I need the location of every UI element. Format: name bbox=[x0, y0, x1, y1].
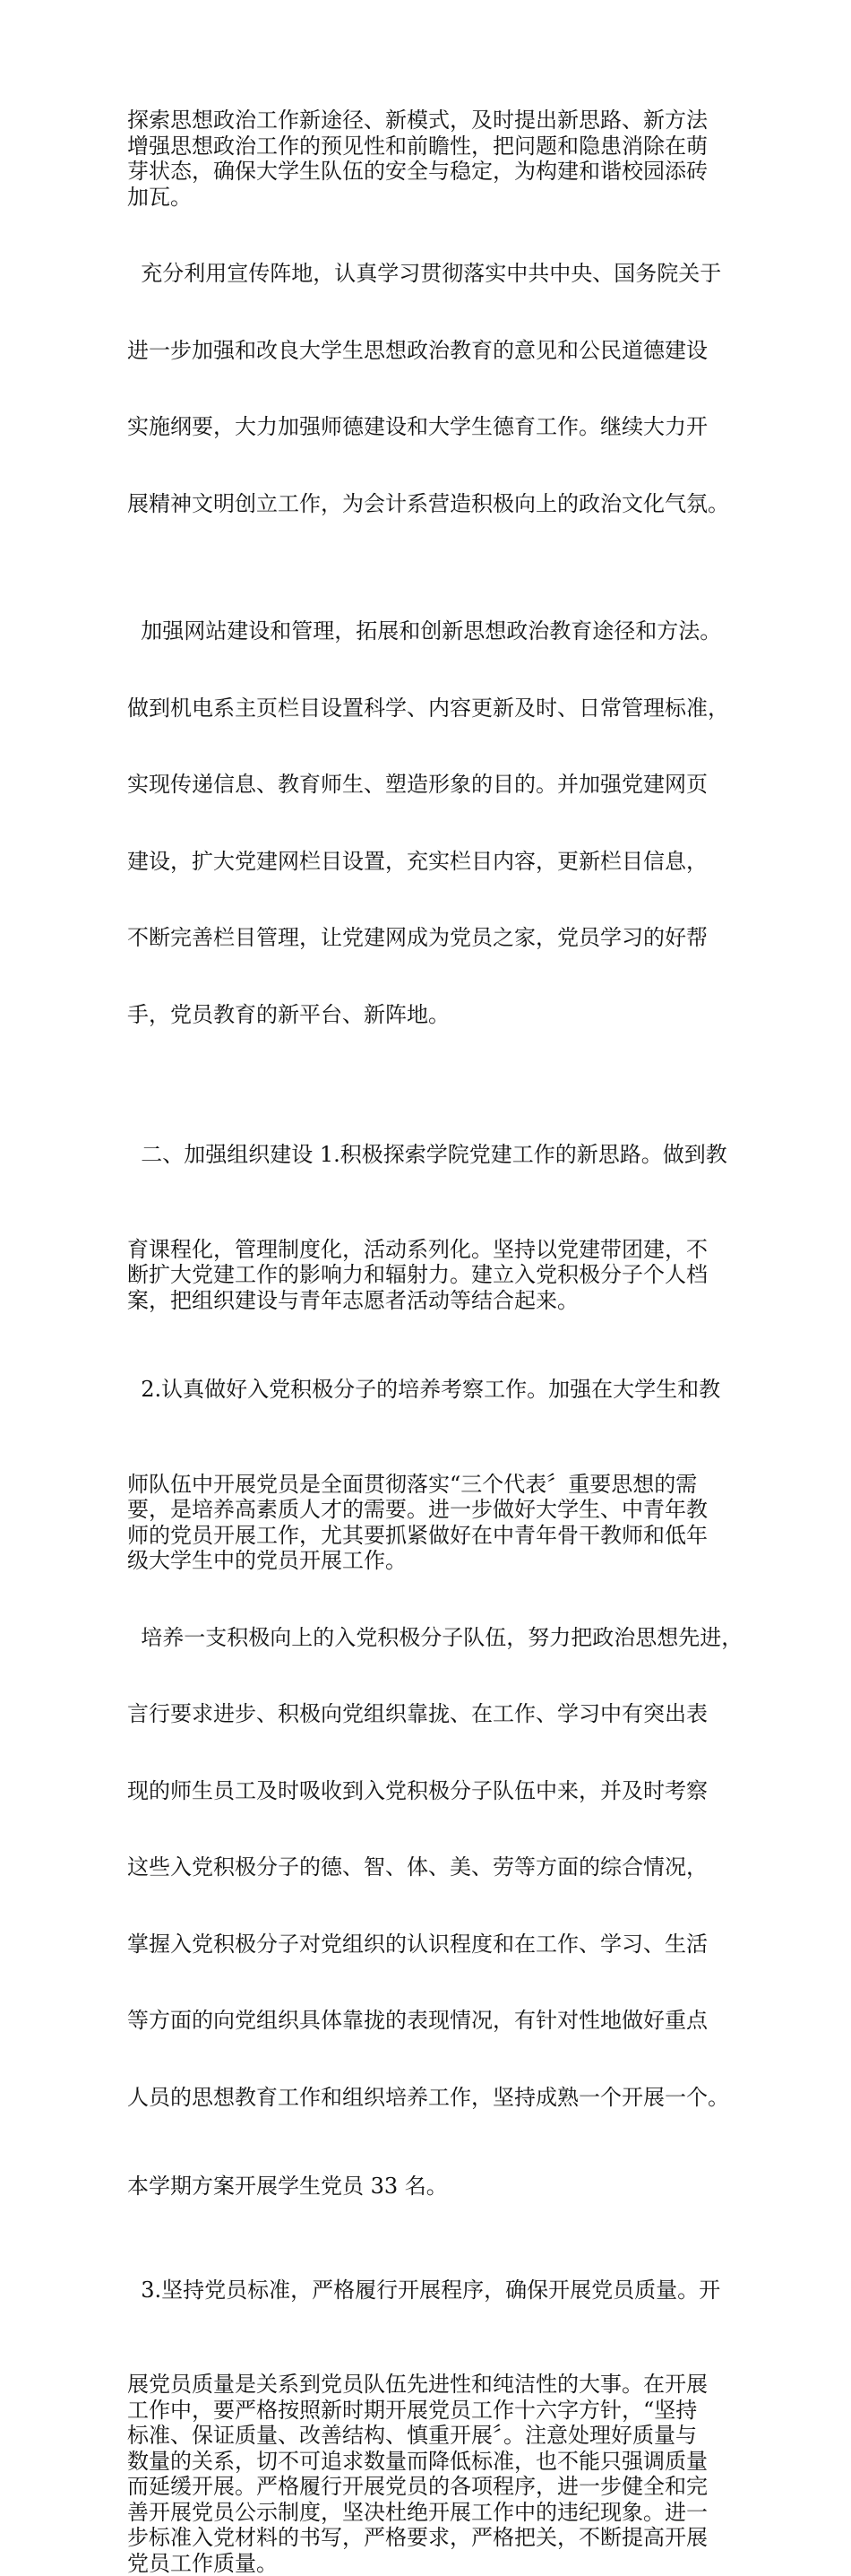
text-line: 不断完善栏目管理，让党建网成为党员之家，党员学习的好帮 bbox=[127, 925, 736, 951]
text-line: 善开展党员公示制度，坚决杜绝开展工作中的违纪现象。进一 bbox=[127, 2500, 736, 2526]
paragraph-cultivation bbox=[127, 1574, 736, 2162]
text-line: 加强网站建设和管理，拓展和创新思想政治教育途径和方法。 bbox=[127, 618, 736, 644]
text-line: 级大学生中的党员开展工作。 bbox=[127, 1548, 736, 1574]
text-line: 现的师生员工及时吸收到入党积极分子队伍中来，并及时考察 bbox=[127, 1778, 736, 1804]
text-line: 案，把组织建设与青年志愿者活动等结合起来。 bbox=[127, 1288, 736, 1314]
text-line: 做到机电系主页栏目设置科学、内容更新及时、日常管理标准， bbox=[127, 696, 736, 722]
text-line: 建设，扩大党建网栏目设置，充实栏目内容，更新栏目信息， bbox=[127, 849, 736, 875]
paragraph-ideology-approach bbox=[127, 108, 736, 210]
text-line: 培养一支积极向上的入党积极分子队伍，努力把政治思想先进， bbox=[127, 1625, 736, 1651]
text-line: 标准、保证质量、改善结构、慎重开展〞。注意处理好质量与 bbox=[127, 2423, 736, 2449]
text-line: 手，党员教育的新平台、新阵地。 bbox=[127, 1002, 736, 1028]
text-line: 掌握入党积极分子对党组织的认识程度和在工作、学习、生活 bbox=[127, 1932, 736, 1958]
paragraph-plan bbox=[127, 2174, 736, 2200]
text-line: 进一步加强和改良大学生思想政治教育的意见和公民道德建设 bbox=[127, 338, 736, 364]
text-line: 这些入党积极分子的德、智、体、美、劳等方面的综合情况， bbox=[127, 1854, 736, 1880]
text-line: 党员工作质量。 bbox=[127, 2551, 736, 2576]
paragraph-website bbox=[127, 567, 736, 1078]
item-heading-activists bbox=[127, 1326, 736, 1454]
text-line: 实施纲要，大力加强师德建设和大学生德育工作。继续大力开 bbox=[127, 414, 736, 440]
paragraph-propaganda bbox=[127, 210, 736, 567]
text-line: 等方面的向党组织具体靠拢的表现情况，有针对性地做好重点 bbox=[127, 2008, 736, 2034]
document-page bbox=[127, 108, 736, 2576]
text-line: 3.坚持党员标准，严格履行开展程序，确保开展党员质量。开 bbox=[127, 2278, 736, 2304]
text-line: 师队伍中开展党员是全面贯彻落实“三个代表〞重要思想的需 bbox=[127, 1472, 736, 1498]
text-line: 人员的思想教育工作和组织培养工作，坚持成熟一个开展一个。 bbox=[127, 2085, 736, 2111]
text-line: 二、加强组织建设 1.积极探索学院党建工作的新思路。做到教 bbox=[127, 1142, 736, 1168]
text-line: 本学期方案开展学生党员 33 名。 bbox=[127, 2174, 736, 2200]
text-line: 展党员质量是关系到党员队伍先进性和纯洁性的大事。在开展 bbox=[127, 2372, 736, 2398]
item-heading-standards bbox=[127, 2226, 736, 2355]
text-line: 增强思想政治工作的预见性和前瞻性，把问题和隐患消除在萌 bbox=[127, 134, 736, 160]
paragraph-activists bbox=[127, 1472, 736, 1574]
text-line: 断扩大党建工作的影响力和辐射力。建立入党积极分子个人档 bbox=[127, 1262, 736, 1288]
paragraph-quality bbox=[127, 2372, 736, 2576]
text-line: 数量的关系，切不可追求数量而降低标准，也不能只强调质量 bbox=[127, 2449, 736, 2475]
text-line: 步标准入党材料的书写，严格要求，严格把关，不断提高开展 bbox=[127, 2525, 736, 2551]
text-line: 而延缓开展。严格履行开展党员的各项程序，进一步健全和完 bbox=[127, 2474, 736, 2500]
text-line: 充分利用宣传阵地，认真学习贯彻落实中共中央、国务院关于 bbox=[127, 261, 736, 287]
text-line: 加瓦。 bbox=[127, 185, 736, 211]
section-heading-organization bbox=[127, 1091, 736, 1219]
paragraph-organization bbox=[127, 1237, 736, 1314]
text-line: 要，是培养高素质人才的需要。进一步做好大学生、中青年教 bbox=[127, 1497, 736, 1523]
text-line: 探索思想政治工作新途径、新模式，及时提出新思路、新方法 bbox=[127, 108, 736, 134]
text-line: 工作中，要严格按照新时期开展党员工作十六字方针，“坚持 bbox=[127, 2398, 736, 2424]
text-line: 2.认真做好入党积极分子的培养考察工作。加强在大学生和教 bbox=[127, 1377, 736, 1403]
text-line: 展精神文明创立工作，为会计系营造积极向上的政治文化气氛。 bbox=[127, 491, 736, 517]
text-line: 育课程化，管理制度化，活动系列化。坚持以党建带团建，不 bbox=[127, 1237, 736, 1263]
text-line: 实现传递信息、教育师生、塑造形象的目的。并加强党建网页 bbox=[127, 772, 736, 798]
text-line: 师的党员开展工作，尤其要抓紧做好在中青年骨干教师和低年 bbox=[127, 1523, 736, 1549]
text-line: 言行要求进步、积极向党组织靠拢、在工作、学习中有突出表 bbox=[127, 1701, 736, 1727]
text-line: 芽状态，确保大学生队伍的安全与稳定，为构建和谐校园添砖 bbox=[127, 159, 736, 185]
